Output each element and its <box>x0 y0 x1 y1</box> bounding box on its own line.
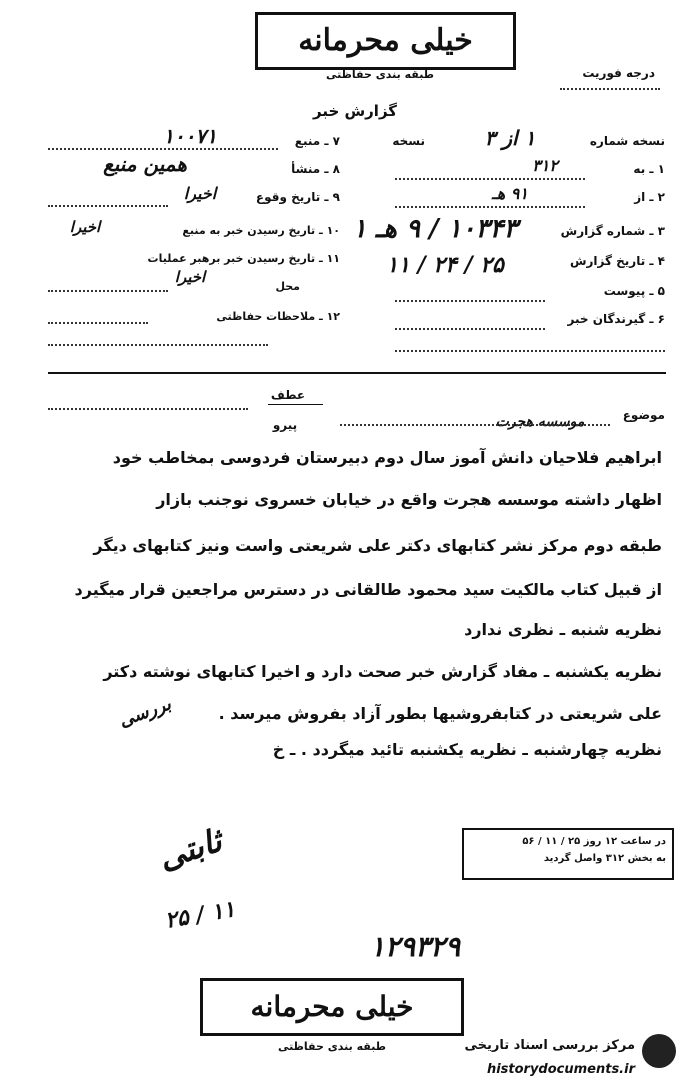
received-line-1: در ساعت ۱۲ روز ۲۵ / ۱۱ / ۵۶ <box>522 836 666 847</box>
field-from-label: ۲ ـ از <box>634 190 665 204</box>
body-line: نظریه شنبه ـ نظری ندارد <box>464 620 662 639</box>
handwritten-report-number: ۱۰۳۴۳ / ۹ هـ ۱ <box>352 214 518 244</box>
recipients-dots <box>395 328 545 330</box>
body-line: نظریه یکشنبه ـ مفاد گزارش خبر صحت دارد و اخیرا کتابهای نوشته دکتر <box>103 662 662 681</box>
body-line: ابراهیم فلاحیان دانش آموز سال دوم دبیرستان فردوسی بمخاطب خود <box>112 448 662 467</box>
received-line-2: به بخش ۳۱۲ واصل گردید <box>543 853 666 864</box>
arrival-source-label: ۱۰ ـ تاریخ رسیدن خبر به منبع <box>182 224 340 237</box>
subject-value: موسسه هجرت <box>495 414 585 430</box>
attachment-dots <box>395 300 545 302</box>
report-number-label: ۳ ـ شماره گزارش <box>560 224 665 238</box>
field-to-value: ۳۱۲ <box>532 156 558 175</box>
watermark-url: historydocuments.ir <box>486 1062 635 1077</box>
security-notes-dots <box>48 322 148 324</box>
atf-dots <box>48 408 248 410</box>
report-title: گزارش خبر <box>312 102 398 120</box>
bottom-stamp-subtitle: طبقه بندی حفاظتی <box>277 1040 387 1053</box>
source-value: ۱۰۰۷۱ <box>163 124 217 148</box>
copy-number-label: نسخه شماره <box>589 134 665 148</box>
archive-number: ۱۲۹۳۲۹ <box>369 930 461 963</box>
origin-label: ۸ ـ منشأ <box>291 162 340 176</box>
origin-value: همین منبع <box>103 152 187 176</box>
field-to-label: ۱ ـ به <box>633 162 665 176</box>
urgency-label: درجه فوریت <box>582 66 655 80</box>
location-dots <box>48 290 168 292</box>
copy-number-end: نسخه <box>392 134 425 148</box>
copy-number-value: ۱ از ۳ <box>484 126 536 150</box>
bottom-classification-stamp: خیلی محرمانه <box>200 978 464 1036</box>
occurrence-label: ۹ ـ تاریخ وقوع <box>255 190 340 204</box>
source-dots <box>48 148 278 150</box>
source-label: ۷ ـ منبع <box>294 134 340 148</box>
occurrence-dots <box>48 205 168 207</box>
received-stamp-box <box>462 828 674 880</box>
report-date-label: ۴ ـ تاریخ گزارش <box>569 254 665 268</box>
field-from-dots <box>395 206 585 208</box>
subject-dots <box>340 424 610 426</box>
top-stamp-subtitle: طبقه بندی حفاظتی <box>325 68 435 81</box>
field-to-dots <box>395 178 585 180</box>
location-value: اخیرا <box>174 268 206 286</box>
security-notes-dots-2 <box>48 344 268 346</box>
atf-line <box>268 404 323 405</box>
recipients-label: ۶ ـ گیرندگان خبر <box>567 312 665 326</box>
arrival-source-value: اخیرا <box>69 218 101 236</box>
margin-note: بررسی <box>116 693 174 732</box>
body-line: نظریه چهارشنبه ـ نظریه یکشنبه تائید میگردد . ـ خ <box>272 740 662 759</box>
location-label: محل <box>275 280 300 293</box>
body-line: طبقه دوم مرکز نشر کتابهای دکتر علی شریعتی واست ونیز کتابهای دیگر <box>93 536 662 555</box>
security-notes-label: ۱۲ ـ ملاحظات حفاظتی <box>216 310 340 323</box>
peyro-label: پیرو <box>272 418 298 432</box>
top-classification-stamp: خیلی محرمانه <box>255 12 516 70</box>
body-line: اظهار داشته موسسه هجرت واقع در خیابان خسروی نوجنب بازار <box>156 490 662 509</box>
atf-label: عطف <box>270 388 306 402</box>
body-line: از قبیل کتاب مالکیت سید محمود طالقانی در دسترس مراجعین قرار میگیرد <box>74 580 662 599</box>
subject-label: موضوع <box>622 408 665 422</box>
section-separator <box>48 372 666 374</box>
attachment-label: ۵ ـ پیوست <box>603 284 665 298</box>
arrival-leader-label: ۱۱ ـ تاریخ رسیدن خبر برهبر عملیات <box>147 252 340 265</box>
urgency-dots <box>560 88 660 90</box>
occurrence-value: اخیرا <box>183 184 217 203</box>
signature: ثابتی <box>153 821 227 877</box>
signature-date: ۲۵ / ۱۱ <box>162 896 238 934</box>
body-line: علی شریعتی در کتابفروشیها بطور آزاد بفروش میرسد . <box>218 704 662 723</box>
watermark-name: مرکز بررسی اسناد تاریخی <box>464 1038 635 1053</box>
field-from-value: ۹۱ هـ <box>492 184 528 203</box>
recipients-dots-2 <box>395 350 665 352</box>
watermark-logo-icon <box>642 1034 676 1068</box>
handwritten-report-date: ۱۱ / ۲۴ / ۲۵ <box>386 252 504 278</box>
